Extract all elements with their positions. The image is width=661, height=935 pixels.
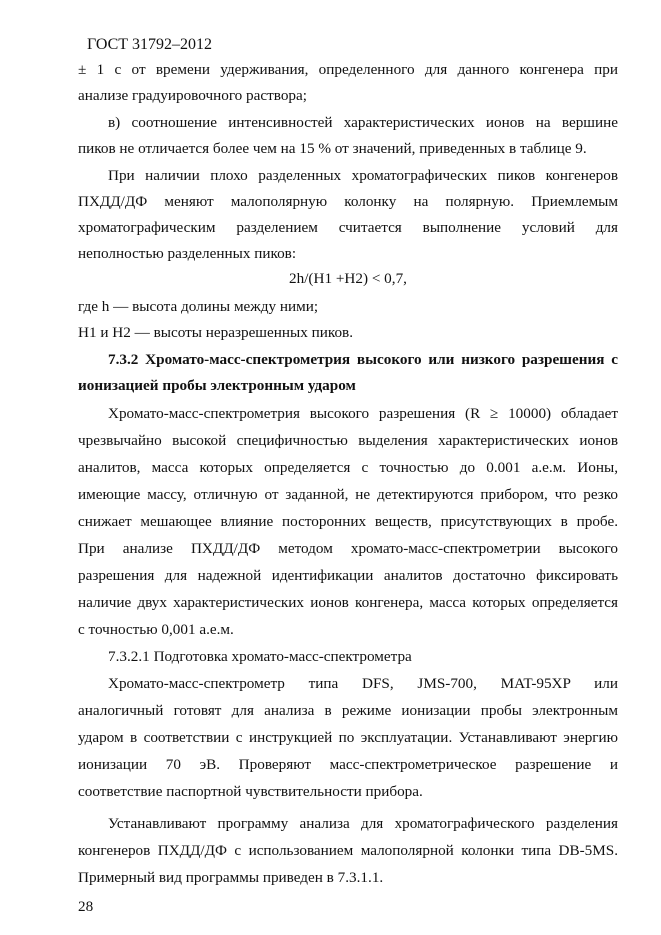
text-line: H1 и H2 — высоты неразрешенных пиков. (78, 324, 354, 341)
section-heading: 7.3.2 Хромато-масс-спектрометрия высокого или низкого разрешения с (108, 351, 618, 368)
text-line: в) соотношение интенсивностей характеристических ионов на вершине (108, 114, 618, 131)
text-line: конгенеров ПХДД/ДФ с использованием малополярной колонки типа DB-5MS. (78, 842, 618, 859)
text-line: наличие двух характеристических ионов конгенера, масса которых определяется (78, 594, 618, 611)
text-line: анализе градуировочного раствора; (78, 87, 307, 104)
document-code: ГОСТ 31792–2012 (87, 36, 213, 53)
section-heading: ионизацией пробы электронным ударом (78, 377, 356, 394)
subsection-heading: 7.3.2.1 Подготовка хромато-масс-спектрометра (108, 648, 412, 665)
text-line: ударом в соответствии с инструкцией по эксплуатации. Устанавливают энергию (78, 729, 618, 746)
page-number: 28 (78, 898, 94, 915)
text-line: ПХДД/ДФ меняют малополярную колонку на полярную. Приемлемым (78, 193, 618, 210)
text-line: чрезвычайно высокой специфичностью выделения характеристических ионов (78, 432, 618, 449)
text-line: неполностью разделенных пиков: (78, 245, 297, 262)
text-line: При наличии плохо разделенных хроматографических пиков конгенеров (108, 167, 618, 184)
text-line: При анализе ПХДД/ДФ методом хромато-масс-спектрометрии высокого (78, 540, 618, 557)
text-line: Примерный вид программы приведен в 7.3.1.1. (78, 869, 384, 886)
text-line: ± 1 с от времени удерживания, определенного для данного конгенера при (78, 61, 618, 78)
text-line: пиков не отличается более чем на 15 % от значений, приведенных в таблице 9. (78, 140, 587, 157)
text-line: разрешения для надежной идентификации аналитов достаточно фиксировать (78, 567, 618, 584)
text-line: снижает мешающее влияние посторонних веществ, присутствующих в пробе. (78, 513, 618, 530)
text-line: Хромато-масс-спектрометрия высокого разрешения (R ≥ 10000) обладает (108, 405, 618, 422)
text-line: Хромато-масс-спектрометр типа DFS, JMS-700, MAT-95XP или (108, 675, 618, 692)
text-line: имеющие массу, отличную от заданной, не детектируются прибором, что резко (78, 486, 618, 503)
text-line: аналитов, масса которых определяется с точностью до 0.001 а.е.м. Ионы, (78, 459, 618, 476)
text-line: с точностью 0,001 а.е.м. (78, 621, 234, 638)
text-line: хроматографическим разделением считается выполнение условий для (78, 219, 618, 236)
text-line: ионизации 70 эВ. Проверяют масс-спектрометрическое разрешение и (78, 756, 618, 773)
formula: 2h/(H1 +H2) < 0,7, (289, 270, 407, 287)
text-line: аналогичный готовят для анализа в режиме ионизации пробы электронным (78, 702, 618, 719)
text-line: Устанавливают программу анализа для хроматографического разделения (108, 815, 618, 832)
text-line: где h — высота долины между ними; (78, 298, 319, 315)
text-line: соответствие паспортной чувствительности прибора. (78, 783, 423, 800)
